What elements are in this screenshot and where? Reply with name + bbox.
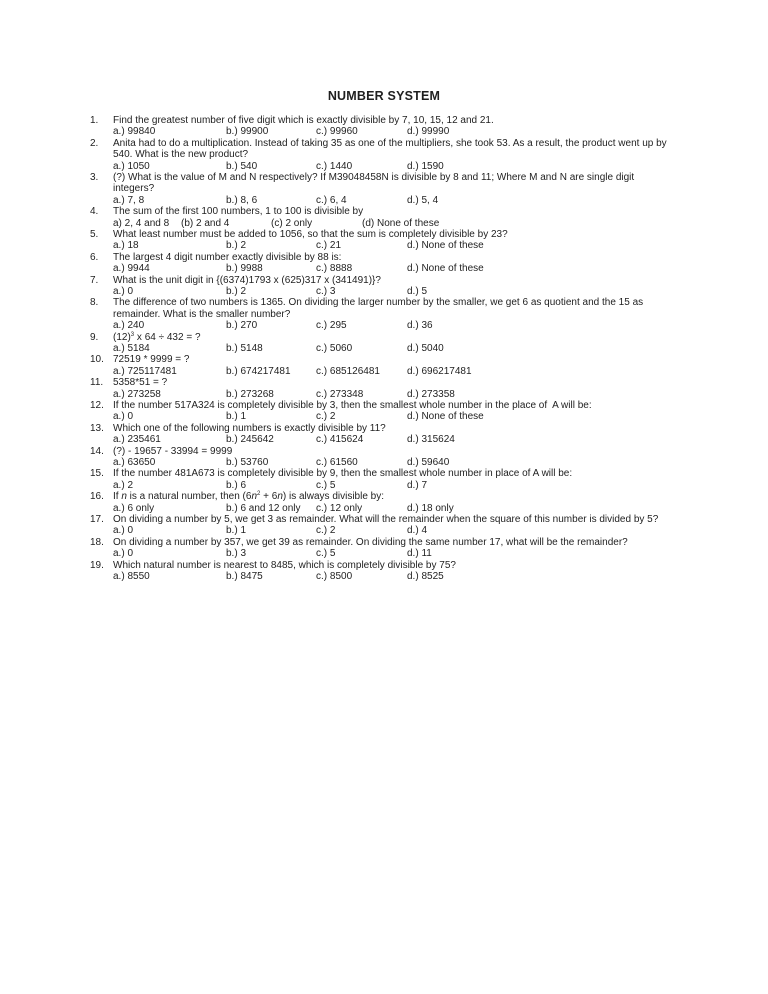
question-number: 14. xyxy=(90,445,104,457)
answer-option: c.) 8888 xyxy=(316,263,353,275)
answer-options xyxy=(0,240,768,251)
question-text: Anita had to do a multiplication. Instead of taking 35 as one of the multipliers, she took 53. As a result, the product went up by 540. What is the new product? xyxy=(113,137,670,161)
answer-options xyxy=(0,525,768,536)
question-item xyxy=(0,377,768,400)
answer-options xyxy=(0,571,768,582)
answer-options xyxy=(0,161,768,172)
answer-option: a.) 235461 xyxy=(113,434,161,446)
answer-option: a.) 5184 xyxy=(113,343,150,354)
question-text: (?) What is the value of M and N respectively? If M39048458N is divisible by 8 and 11; Where M and N are single digit integers? xyxy=(113,172,637,195)
answer-option: c.) 3 xyxy=(316,286,336,297)
question-text: If the number 517A324 is completely divisible by 3, then the smallest whole number in the place of A will be: xyxy=(113,399,592,411)
answer-option: a.) 725117481 xyxy=(113,365,177,377)
question-number: 19. xyxy=(90,559,104,571)
question-number: 10. xyxy=(90,354,104,366)
question-number: 12. xyxy=(90,399,104,411)
question-text: 5358*51 = ? xyxy=(113,377,168,389)
question-text: If the number 481A673 is completely divisible by 9, then the smallest whole number in place of A will be: xyxy=(113,468,573,480)
answer-options xyxy=(0,286,768,297)
answer-option: a.) 0 xyxy=(113,525,134,537)
answer-option: d.) 5, 4 xyxy=(407,194,439,206)
question-text-part: n xyxy=(121,491,127,503)
answer-option: d.) 99990 xyxy=(407,126,450,138)
answer-option: c.) 6, 4 xyxy=(316,194,347,206)
answer-options xyxy=(0,457,768,468)
question-text-part: 3 xyxy=(130,331,135,338)
answer-option: d.) 4 xyxy=(407,525,428,537)
question-text-part: (12) xyxy=(113,331,131,343)
answer-option: b.) 540 xyxy=(226,160,258,172)
answer-option: b.) 270 xyxy=(226,320,258,332)
question-text: On dividing a number by 5, we get 3 as remainder. What will the remainder when the square of this number is divided by 5? xyxy=(113,513,659,525)
answer-option: d.) 5 xyxy=(407,286,428,297)
answer-option: (d) None of these xyxy=(362,217,440,229)
question-text: The sum of the first 100 numbers, 1 to 100 is divisible by xyxy=(113,206,364,218)
answer-option: a.) 6 only xyxy=(113,502,155,514)
answer-option: a.) 99840 xyxy=(113,126,156,138)
question-number: 15. xyxy=(90,468,104,480)
question-item xyxy=(0,400,768,423)
question-item xyxy=(0,354,768,377)
answer-options xyxy=(0,480,768,491)
answer-option: b.) 99900 xyxy=(226,126,269,138)
answer-option: d.) 315624 xyxy=(407,434,455,446)
question-number: 13. xyxy=(90,422,104,434)
question-number: 1. xyxy=(90,115,99,126)
answer-option: a.) 240 xyxy=(113,320,145,332)
answer-option: a.) 9944 xyxy=(113,263,150,275)
answer-option: a.) 1050 xyxy=(113,160,150,172)
question-number: 17. xyxy=(90,513,104,525)
answer-options xyxy=(0,195,768,206)
answer-option: a.) 273258 xyxy=(113,388,161,400)
question-text: Which natural number is nearest to 8485, which is completely divisible by 75? xyxy=(113,559,456,571)
answer-option: c.) 61560 xyxy=(316,456,358,468)
answer-option: d.) None of these xyxy=(407,263,484,275)
answer-options xyxy=(0,503,768,514)
question-number: 7. xyxy=(90,274,99,286)
answer-option: c.) 2 xyxy=(316,411,336,423)
question-text-part: is a natural number, then (6 xyxy=(126,491,252,503)
question-item xyxy=(0,332,768,355)
question-number: 9. xyxy=(90,331,99,343)
answer-option: b.) 8475 xyxy=(226,570,263,582)
answer-options xyxy=(0,343,768,354)
answer-option: d.) None of these xyxy=(407,411,484,423)
answer-option: b.) 6 and 12 only xyxy=(226,502,301,514)
question-text xyxy=(113,491,673,502)
answer-options xyxy=(0,411,768,422)
answer-option: c.) 273348 xyxy=(316,388,364,400)
answer-option: d.) 59640 xyxy=(407,456,450,468)
answer-option: c.) 415624 xyxy=(316,434,364,446)
question-text: (?) - 19657 - 33994 = 9999 xyxy=(113,445,233,457)
answer-option: b.) 8, 6 xyxy=(226,194,258,206)
question-item xyxy=(0,446,768,469)
answer-option: c.) 685126481 xyxy=(316,365,380,377)
answer-option: c.) 5 xyxy=(316,548,336,560)
answer-option: d.) 696217481 xyxy=(407,365,472,377)
answer-options xyxy=(0,434,768,445)
answer-option: d.) 36 xyxy=(407,320,433,332)
answer-option: a.) 8550 xyxy=(113,570,150,582)
question-text-part: 2 xyxy=(257,491,261,498)
answer-options xyxy=(0,126,768,137)
answer-option: b.) 3 xyxy=(226,548,247,560)
answer-option: b.) 1 xyxy=(226,411,247,423)
question-item xyxy=(0,115,768,138)
question-item xyxy=(0,252,768,275)
answer-option: a.) 2 xyxy=(113,479,134,491)
answer-option: a.) 7, 8 xyxy=(113,194,145,206)
answer-option: b.) 5148 xyxy=(226,343,263,354)
question-text: 72519 * 9999 = ? xyxy=(113,354,190,366)
answer-option: a) 2, 4 and 8 xyxy=(113,217,170,229)
answer-option: b.) 1 xyxy=(226,525,247,537)
question-item xyxy=(0,172,768,206)
answer-option: b.) 273268 xyxy=(226,388,274,400)
answer-options xyxy=(0,389,768,400)
question-number: 16. xyxy=(90,491,104,503)
question-text: What is the unit digit in {(6374)1793 x (625)317 x (341491)}? xyxy=(113,274,381,286)
question-text xyxy=(113,332,673,343)
question-text: What least number must be added to 1056, so that the sum is completely divisible by 23? xyxy=(113,229,508,240)
question-number: 4. xyxy=(90,206,99,218)
answer-option: b.) 6 xyxy=(226,479,247,491)
answer-option: d.) None of these xyxy=(407,240,484,252)
answer-options xyxy=(0,263,768,274)
question-number: 18. xyxy=(90,536,104,548)
answer-option: d.) 7 xyxy=(407,479,428,491)
question-text-part: n xyxy=(251,491,257,503)
question-item xyxy=(0,229,768,252)
question-text: The difference of two numbers is 1365. On dividing the larger number by the smaller, we get 6 as quotient and the 15 as remainder. What is the smaller number? xyxy=(113,297,646,320)
answer-option: c.) 2 xyxy=(316,525,336,537)
question-text-part: ) is always divisible by: xyxy=(282,491,385,503)
question-text: The largest 4 digit number exactly divisible by 88 is: xyxy=(113,251,342,263)
question-item xyxy=(0,206,768,229)
question-item xyxy=(0,297,768,331)
answer-option: c.) 12 only xyxy=(316,502,363,514)
question-number: 6. xyxy=(90,251,99,263)
question-number: 11. xyxy=(90,377,104,389)
question-text-part: n xyxy=(277,491,283,503)
question-item xyxy=(0,275,768,298)
answer-option: c.) 5060 xyxy=(316,343,353,354)
question-item xyxy=(0,537,768,560)
question-text: Find the greatest number of five digit which is exactly divisible by 7, 10, 15, 12 and 21. xyxy=(113,115,494,126)
answer-option: d.) 5040 xyxy=(407,343,444,354)
answer-option: d.) 18 only xyxy=(407,502,454,514)
question-item xyxy=(0,423,768,446)
answer-option: a.) 63650 xyxy=(113,456,156,468)
answer-options xyxy=(0,218,768,229)
answer-option: d.) 8525 xyxy=(407,570,444,582)
question-list xyxy=(0,115,768,582)
question-item xyxy=(0,491,768,514)
question-text-part: + 6 xyxy=(260,491,278,503)
answer-option: b.) 53760 xyxy=(226,456,269,468)
answer-option: d.) 1590 xyxy=(407,160,444,172)
page-title: NUMBER SYSTEM xyxy=(327,89,441,103)
answer-options xyxy=(0,366,768,377)
question-item xyxy=(0,468,768,491)
answer-option: b.) 674217481 xyxy=(226,365,291,377)
answer-option: c.) 21 xyxy=(316,240,342,252)
answer-options xyxy=(0,548,768,559)
answer-option: a.) 18 xyxy=(113,240,139,252)
question-text-part: x 64 ÷ 432 = ? xyxy=(134,331,201,343)
answer-option: c.) 5 xyxy=(316,479,336,491)
answer-option: b.) 2 xyxy=(226,286,247,297)
question-text-part: If xyxy=(113,491,122,503)
answer-option: c.) 1440 xyxy=(316,160,353,172)
question-text: Which one of the following numbers is exactly divisible by 11? xyxy=(113,422,386,434)
question-number: 2. xyxy=(90,137,99,149)
answer-option: b.) 9988 xyxy=(226,263,263,275)
question-text: On dividing a number by 357, we get 39 as remainder. On dividing the same number 17, what will be the remainder? xyxy=(113,536,628,548)
question-number: 8. xyxy=(90,297,99,309)
answer-option: a.) 0 xyxy=(113,548,134,560)
answer-option: c.) 99960 xyxy=(316,126,358,138)
answer-option: d.) 11 xyxy=(407,548,432,560)
question-item xyxy=(0,514,768,537)
answer-option: c.) 295 xyxy=(316,320,347,332)
answer-option: (b) 2 and 4 xyxy=(181,217,230,229)
answer-option: a.) 0 xyxy=(113,411,134,423)
question-item xyxy=(0,560,768,583)
answer-option: c.) 8500 xyxy=(316,570,353,582)
question-item xyxy=(0,138,768,172)
answer-option: d.) 273358 xyxy=(407,388,455,400)
answer-option: b.) 2 xyxy=(226,240,247,252)
answer-option: (c) 2 only xyxy=(271,217,313,229)
answer-options xyxy=(0,320,768,331)
answer-option: a.) 0 xyxy=(113,286,134,297)
question-number: 5. xyxy=(90,229,99,240)
answer-option: b.) 245642 xyxy=(226,434,274,446)
question-number: 3. xyxy=(90,172,99,183)
